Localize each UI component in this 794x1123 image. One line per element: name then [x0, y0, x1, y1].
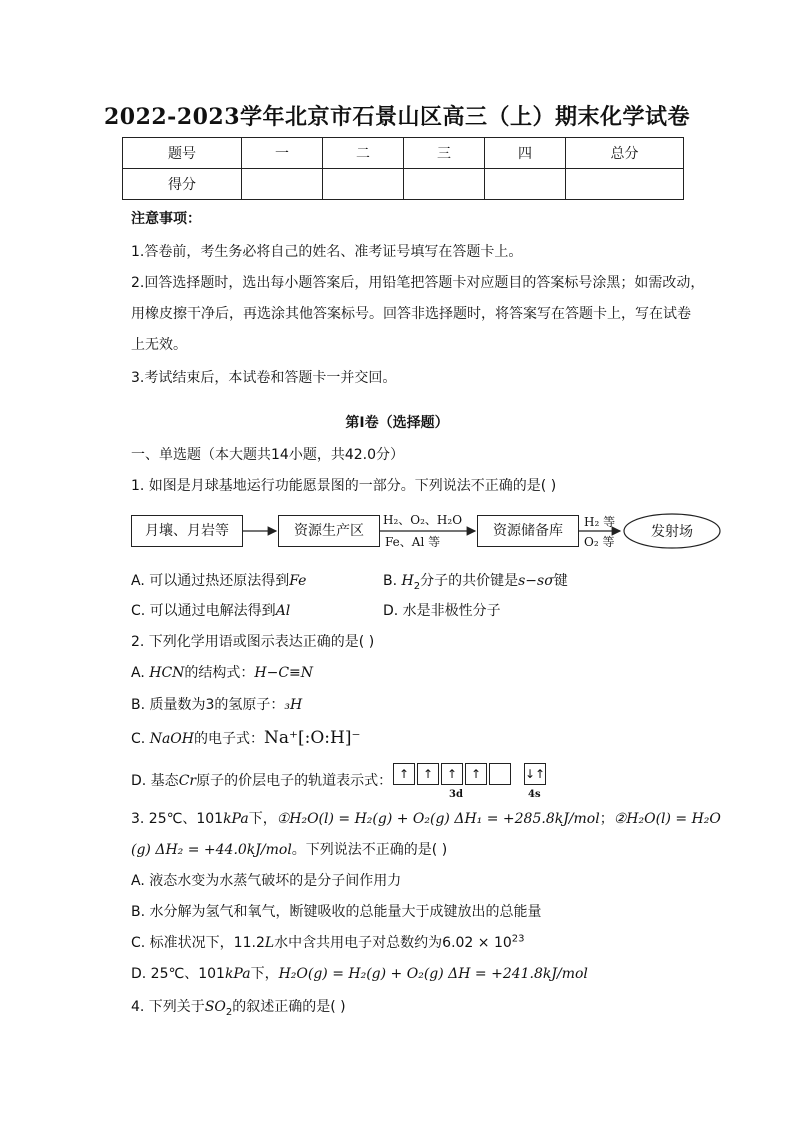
equation-2: ②H₂O(l) = H₂O: [613, 811, 721, 827]
orbital-box: ↑: [417, 763, 439, 785]
q1-option-c: [131, 600, 290, 620]
option-math: Fe: [289, 573, 307, 589]
q3-option-b: B. 水分解为氢气和氧气，断键吸收的总能量大于成键放出的总能量: [131, 904, 542, 920]
equation-1: ①H₂O(l) = H₂(g) + O₂(g) ΔH₁ = +285.8kJ/mol: [276, 811, 600, 827]
option-text: 分子的共价键是: [420, 573, 519, 589]
q2-option-a: [131, 662, 313, 682]
page-title: 2022-2023学年北京市石景山区高三（上）期末化学试卷: [103, 104, 691, 130]
orbital-label-3d: 3d: [449, 789, 463, 800]
option-math: HCN: [149, 665, 185, 681]
option-text: 下，: [250, 966, 279, 982]
score-table-cell: 题号: [123, 138, 242, 169]
orbital-box: [489, 763, 511, 785]
option-math: s−sσ: [518, 573, 554, 589]
orbital-box: ↑: [393, 763, 415, 785]
option-text: D. 基态: [131, 773, 179, 789]
notice-item: 用橡皮擦干净后，再选涂其他答案标号。回答非选择题时，将答案写在答题卡上，写在试卷: [131, 306, 691, 322]
score-table-empty-cell: [404, 169, 485, 200]
q1-flow-diagram: [131, 509, 726, 555]
option-text: B.: [383, 573, 402, 589]
flow-label-products: H₂、O₂、H₂O: [383, 513, 463, 527]
q2-option-c: [131, 728, 360, 748]
electron-formula: Na⁺[:O:H]⁻: [263, 728, 361, 748]
option-superscript: 23: [511, 933, 525, 945]
q2-option-b: [131, 694, 302, 714]
option-math: Al: [275, 603, 291, 619]
orbital-box: ↓↑: [524, 763, 546, 785]
score-table-empty-cell: [242, 169, 323, 200]
score-table-score-row: [123, 169, 684, 200]
flow-label-h2: H₂ 等: [584, 515, 616, 529]
option-math: Cr: [178, 773, 197, 789]
flow-label-metals: Fe、Al 等: [385, 535, 441, 549]
option-math: kPa: [224, 966, 251, 982]
notice-item: 2.回答选择题时，选出每小题答案后，用铅笔把答题卡对应题目的答案标号涂黑；如需改动，: [131, 275, 705, 291]
option-text: 键: [553, 573, 568, 589]
option-text: C.: [131, 731, 150, 747]
score-table-cell: 总分: [566, 138, 684, 169]
flow-box-moon-soil: 月壤、月岩等: [131, 515, 243, 547]
option-text: 3. 25℃、101: [131, 811, 224, 827]
score-table-cell: 三: [404, 138, 485, 169]
option-text: D. 25℃、101: [131, 966, 225, 982]
flow-box-production: 资源生产区: [278, 515, 380, 547]
orbital-label-4s: 4s: [528, 789, 541, 800]
question-4-stem: [131, 996, 346, 1018]
option-text: 的结构式：: [184, 665, 255, 681]
option-text: B. 质量数为3的氢原子：: [131, 697, 285, 713]
option-text: 的叙述正确的是( ): [232, 999, 346, 1015]
equation-2-cont: (g) ΔH₂ = +44.0kJ/mol: [131, 842, 292, 858]
notice-heading: 注意事项：: [131, 211, 201, 227]
option-formula: H−C≡N: [254, 665, 314, 681]
q1-option-d: D. 水是非极性分子: [383, 603, 501, 619]
option-text: C. 标准状况下，11.2: [131, 935, 265, 951]
option-text: 原子的价层电子的轨道表示式：: [196, 773, 393, 789]
option-text: 下，: [248, 811, 277, 827]
option-math: SO: [204, 999, 226, 1015]
q3-option-d: [131, 963, 588, 983]
flow-ellipse-launch-site: 发射场: [651, 524, 693, 540]
q2-option-d: [131, 770, 392, 790]
question-3-line-1: [131, 808, 721, 828]
option-math: NaOH: [149, 731, 194, 747]
option-subscript: 2: [413, 580, 421, 592]
flow-label-o2: O₂ 等: [584, 535, 615, 549]
notice-item: 1.答卷前，考生务必将自己的姓名、准考证号填写在答题卡上。: [131, 244, 523, 260]
option-text: 的电子式：: [193, 731, 264, 747]
question-2-stem: 2. 下列化学用语或图示表达正确的是( ): [131, 634, 375, 650]
notice-item: 上无效。: [131, 337, 187, 353]
option-text: 水中含共用电子对总数约为6.02 × 10: [274, 935, 512, 951]
option-text: A.: [131, 665, 150, 681]
equation-3: H₂O(g) = H₂(g) + O₂(g) ΔH = +241.8kJ/mol: [278, 966, 588, 982]
q3-option-a: A. 液态水变为水蒸气破坏的是分子间作用力: [131, 873, 402, 889]
score-table-empty-cell: [566, 169, 684, 200]
orbital-box: ↑: [465, 763, 487, 785]
section-title: 第Ⅰ卷（选择题）: [345, 415, 449, 431]
option-subscript: 2: [225, 1006, 233, 1018]
question-3-line-2: [131, 839, 447, 859]
option-text: ；: [599, 811, 614, 827]
score-table-cell: 二: [323, 138, 404, 169]
score-table-header-row: [123, 138, 684, 169]
score-table-cell: 四: [485, 138, 566, 169]
option-text: A. 可以通过热还原法得到: [131, 573, 290, 589]
score-table-cell: 一: [242, 138, 323, 169]
q1-option-a: [131, 570, 306, 590]
option-math: H: [401, 573, 414, 589]
q3-option-c: [131, 932, 525, 952]
option-math: L: [264, 935, 275, 951]
option-text: 4. 下列关于: [131, 999, 205, 1015]
score-table-empty-cell: [323, 169, 404, 200]
score-table-empty-cell: [485, 169, 566, 200]
option-text: C. 可以通过电解法得到: [131, 603, 276, 619]
flow-box-storage: 资源储备库: [477, 515, 579, 547]
q1-option-b: [383, 570, 568, 592]
score-table-row-label: 得分: [123, 169, 242, 200]
section-part-heading: 一、单选题（本大题共14小题，共42.0分）: [131, 447, 404, 463]
option-text: 。下列说法不正确的是( ): [291, 842, 448, 858]
notice-item: 3.考试结束后，本试卷和答题卡一并交回。: [131, 370, 397, 386]
score-table: [122, 137, 684, 200]
option-formula: ₃H: [284, 697, 303, 713]
question-1-stem: 1. 如图是月球基地运行功能愿景图的一部分。下列说法不正确的是( ): [131, 478, 557, 494]
option-math: kPa: [223, 811, 249, 827]
orbital-box: ↑: [441, 763, 463, 785]
